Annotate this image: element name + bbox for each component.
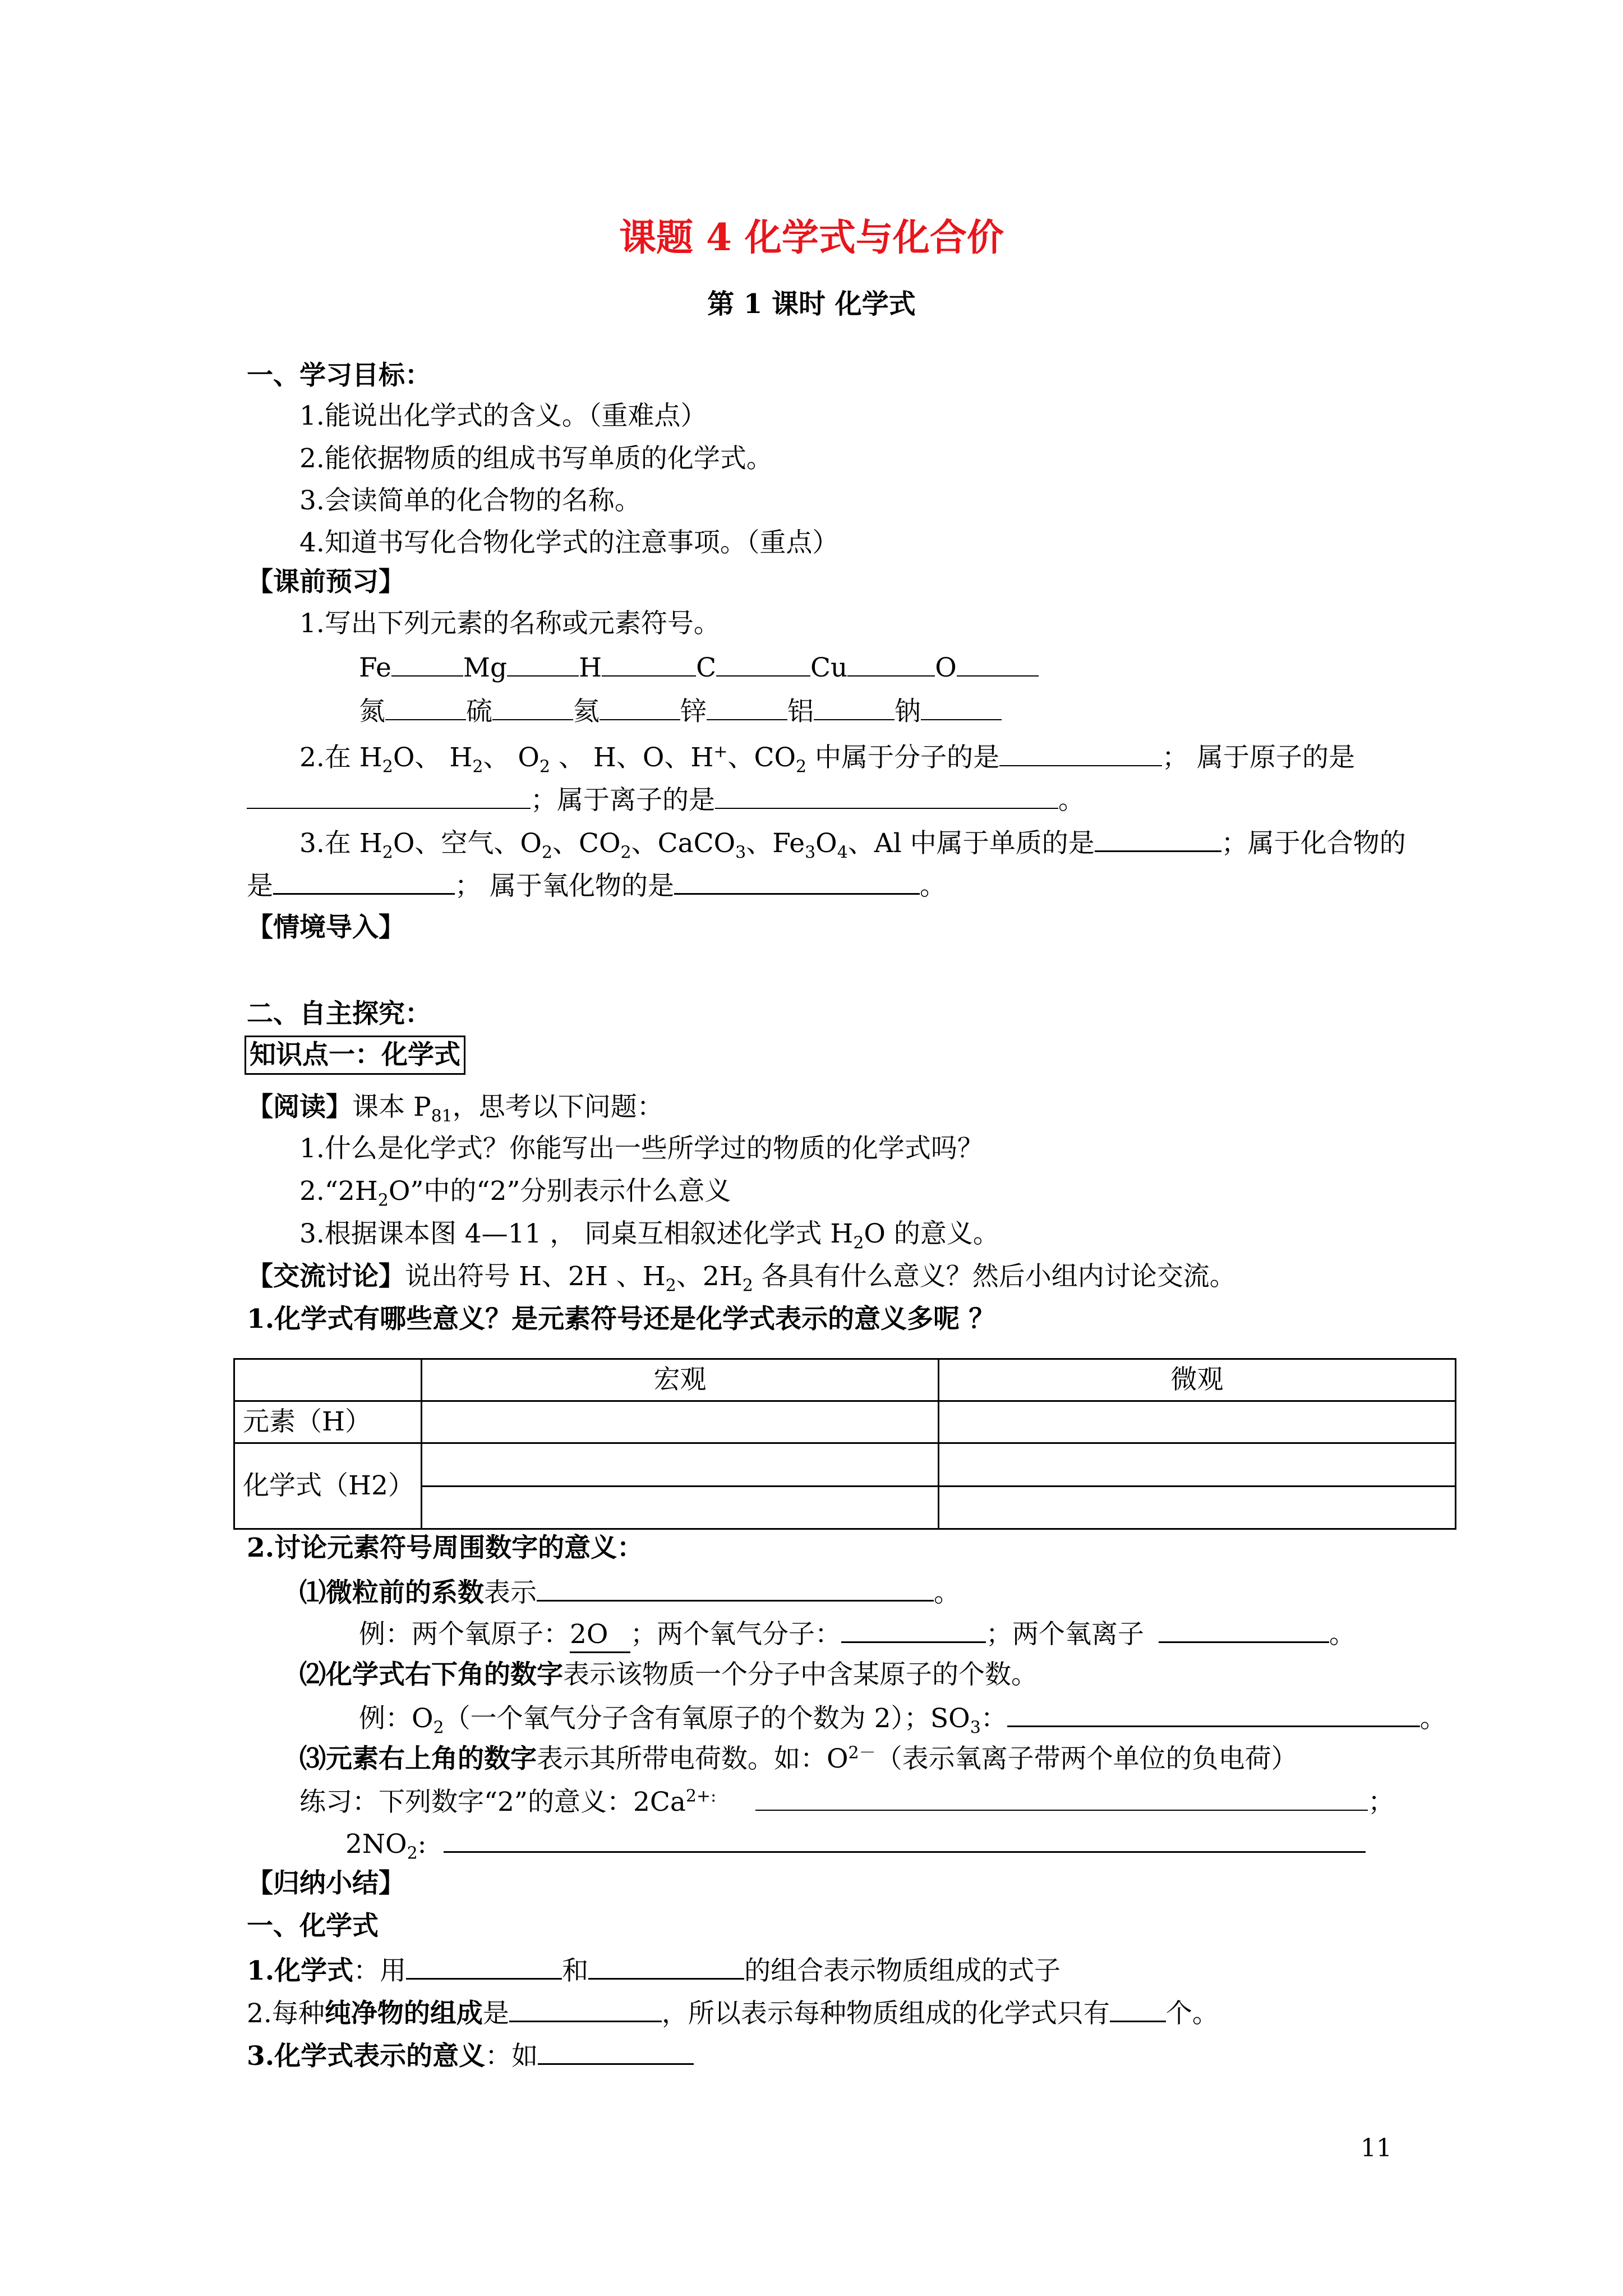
answer-blank[interactable] [957,650,1039,677]
answer-blank[interactable] [602,650,696,677]
answer-blank[interactable] [538,2037,694,2065]
answer-blank[interactable] [847,650,935,677]
answer-blank[interactable] [385,693,466,720]
answer-blank[interactable] [921,693,1002,720]
example-answer: 2O [570,1618,630,1653]
preview-question-3: 3.在 $H_2O$、空气、$O_2$、$CO_2$、CaCO$_3$、$Fe_3O_4$、Al 中属于单质的是 ；属于化合物的 [299,825,1623,861]
practice-line: 练习：下列数字“2”的意义：$2Ca^{2+:}$ ； [299,1784,1623,1819]
answer-blank[interactable] [1159,1616,1329,1643]
table-cell-input[interactable] [939,1486,1456,1529]
point-superscript: ⑶元素右上角的数字表示其所带电荷数。如：$O^{2-}$（表示氧离子带两个单位的负电荷） [299,1743,1298,1774]
discussion-line: 【交流讨论】说出符号 H、2H 、$H_2$、$2H_2$ 各具有什么意义？然后小组内讨论交流。 [247,1261,1236,1296]
name-label: 钠 [895,696,921,727]
answer-blank[interactable] [716,650,810,677]
goal-item: 2.能依据物质的组成书写单质的化学式。 [299,443,773,474]
answer-blank[interactable] [406,1952,562,1980]
page-title: 课题 4 化学式与化合价 [619,215,1004,259]
goal-item: 4.知道书写化合物化学式的注意事项。（重点） [299,527,839,558]
table-cell-input[interactable] [939,1443,1456,1487]
knowledge-point-box: 知识点一：化学式 [245,1036,465,1075]
element-names-row [359,693,1623,729]
answer-blank[interactable] [391,650,463,677]
answer-blank-oxides[interactable] [674,867,920,895]
preview-heading: 【课前预习】 [247,567,405,597]
name-label: 氮 [359,696,385,727]
table-cell-input[interactable] [422,1486,939,1529]
answer-blank[interactable] [509,1995,662,2022]
summary-line-2: 2.每种纯净物的组成是 ，所以表示每种物质组成的化学式只有 个。 [247,1995,1623,2031]
answer-blank-elements[interactable] [1095,825,1221,852]
goal-item: 1.能说出化学式的含义。（重难点） [299,401,707,431]
table-header-cell [234,1359,422,1401]
answer-blank-ions[interactable] [715,782,1058,809]
answer-blank-compounds[interactable] [273,867,455,895]
name-label: 氦 [573,696,600,727]
symbol-label: O [935,652,957,683]
answer-blank-atoms[interactable] [247,782,531,809]
table-row [234,1443,1456,1487]
answer-blank[interactable] [1110,1995,1166,2022]
answer-blank[interactable] [600,693,680,720]
example-coefficient: 例：两个氧原子：2O ；两个氧气分子： ；两个氧离子 。 [359,1616,1623,1653]
answer-blank[interactable] [707,693,787,720]
summary-heading: 【归纳小结】 [247,1868,405,1899]
answer-blank[interactable] [814,693,895,720]
answer-blank[interactable] [1007,1700,1420,1727]
situation-heading: 【情境导入】 [247,912,405,943]
reading-item: 3.根据课本图 4—11 ， 同桌互相叙述化学式 $H_2O$ 的意义。 [299,1218,999,1253]
answer-blank[interactable] [444,1825,1366,1853]
symbol-label: Fe [359,652,391,683]
preview-question-3-cont: 是 ； 属于氧化物的是 。 [247,867,1623,903]
answer-blank[interactable] [588,1952,744,1980]
page-subtitle: 第 1 课时 化学式 [707,288,916,320]
answer-blank[interactable] [492,693,573,720]
summary-sub-heading: 一、化学式 [247,1911,379,1941]
section-heading-explore: 二、自主探究： [247,999,431,1029]
table-row-label: 化学式（H2） [234,1443,422,1529]
table-cell-input[interactable] [422,1443,939,1487]
table-row-label: 元素（H） [234,1401,422,1443]
question-numbers: 2.讨论元素符号周围数字的意义： [247,1533,644,1563]
table-cell-input[interactable] [939,1401,1456,1443]
symbol-label: C [696,652,717,683]
section-heading-goals: 一、学习目标： [247,360,431,391]
table-header-row [234,1359,1456,1401]
example-subscript: 例：$O_2$（一个氧气分子含有氧原子的个数为 2）；$SO_3$： 。 [359,1700,1623,1736]
element-symbols-row [359,650,1623,685]
name-label: 硫 [466,696,492,727]
answer-blank[interactable] [537,1574,934,1602]
name-label: 锌 [680,696,707,727]
page-number: 11 [1361,2134,1392,2162]
answer-blank[interactable] [507,650,579,677]
answer-blank[interactable] [841,1616,986,1643]
symbol-label: H [579,652,602,683]
practice-line-2: $2NO_2$: [345,1825,1623,1861]
reading-item: 1.什么是化学式？你能写出一些所学过的物质的化学式吗？ [299,1133,984,1164]
preview-question-1: 1.写出下列元素的名称或元素符号。 [299,608,720,639]
table-header-micro: 微观 [939,1359,1456,1401]
symbol-label: Cu [810,652,848,683]
symbol-label: Mg [463,652,508,683]
table-cell-input[interactable] [422,1401,939,1443]
goal-item: 3.会读简单的化合物的名称。 [299,485,641,516]
answer-blank[interactable] [755,1784,1368,1811]
table-row [234,1401,1456,1443]
summary-line-1: 1.化学式：用 和 的组合表示物质组成的式子 [247,1952,1623,1988]
reading-line: 【阅读】课本 $P_{81}$，思考以下问题： [247,1092,663,1126]
question-meaning: 1.化学式有哪些意义？是元素符号还是化学式表示的意义多呢 ？ [247,1304,995,1335]
preview-question-2-cont: ；属于离子的是 。 [247,782,1623,817]
table-header-macro: 宏观 [422,1359,939,1401]
reading-item: $2.“2H_2O$”中的“2”分别表示什么意义 [299,1176,731,1211]
meaning-table [233,1358,1456,1530]
summary-line-3: 3.化学式表示的意义：如 [247,2037,1623,2073]
point-coefficient: ⑴微粒前的系数表示 。 [299,1574,1623,1610]
point-subscript: ⑵化学式右下角的数字表示该物质一个分子中含某原子的个数。 [299,1659,1038,1690]
name-label: 铝 [787,696,814,727]
answer-blank-molecules[interactable] [999,739,1162,766]
preview-question-2: 2.在 $H_2O$、 $H_2$、 $O_2$ 、 H、O、H+、$CO_2$ 中属于分子的是 ； 属于原子的是 [299,739,1623,775]
